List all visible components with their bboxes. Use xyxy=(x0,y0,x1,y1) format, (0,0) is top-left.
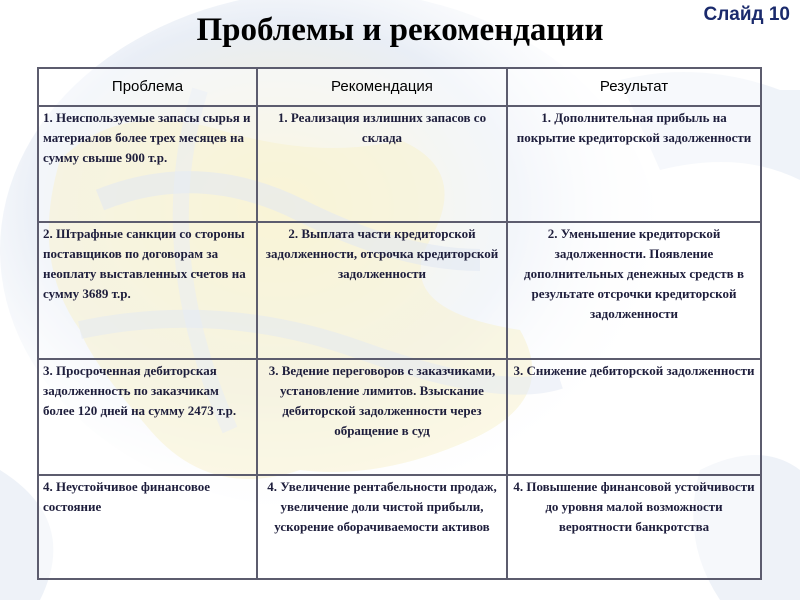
recommendation-cell xyxy=(257,359,507,475)
recommendation-cell xyxy=(257,106,507,222)
cell-text: 2. Штрафные санкции со стороны поставщиков по договорам за неоплату выставленных счетов на сумму 3689 т.р. xyxy=(43,226,246,301)
header-problem: Проблема xyxy=(38,68,257,106)
cell-text: 1. Реализация излишних запасов со склада xyxy=(277,110,487,145)
slide-title: Проблемы и рекомендации xyxy=(196,12,604,48)
problems-table xyxy=(37,67,762,580)
slide-number: Слайд 10 xyxy=(703,4,790,25)
table-row xyxy=(38,475,761,579)
result-cell xyxy=(507,222,761,359)
problem-cell xyxy=(38,106,257,222)
cell-text: 3. Ведение переговоров с заказчиками, установление лимитов. Взыскание дебиторской задолженности через обращение в суд xyxy=(268,363,496,438)
header-recommendation: Рекомендация xyxy=(257,68,507,106)
result-cell xyxy=(507,475,761,579)
header-result: Результат xyxy=(507,68,761,106)
cell-text: 2. Уменьшение кредиторской задолженности. Появление дополнительных денежных средств в результате отсрочки кредиторской задолженности xyxy=(524,226,744,321)
cell-text: 4. Неустойчивое финансовое состояние xyxy=(43,479,211,514)
cell-text: 3. Снижение дебиторской задолженности xyxy=(513,363,755,378)
cell-text: 2. Выплата части кредиторской задолженности, отсрочка кредиторской задолженности xyxy=(265,226,499,281)
recommendation-cell xyxy=(257,475,507,579)
result-cell xyxy=(507,359,761,475)
cell-text: 3. Просроченная дебиторская задолженность по заказчикам более 120 дней на сумму 2473 т.р. xyxy=(43,363,237,418)
table-row xyxy=(38,222,761,359)
cell-text: 4. Повышение финансовой устойчивости до уровня малой возможности вероятности банкротства xyxy=(513,479,755,534)
recommendation-cell xyxy=(257,222,507,359)
problem-cell xyxy=(38,359,257,475)
table-header-row xyxy=(38,68,761,106)
cell-text: 1. Дополнительная прибыль на покрытие кредиторской задолженности xyxy=(516,110,752,145)
table-row xyxy=(38,106,761,222)
cell-text: 4. Увеличение рентабельности продаж, увеличение доли чистой прибыли, ускорение оборачиваемости активов xyxy=(267,479,497,534)
problem-cell xyxy=(38,475,257,579)
table-row xyxy=(38,359,761,475)
problem-cell xyxy=(38,222,257,359)
cell-text: 1. Неиспользуемые запасы сырья и материалов более трех месяцев на сумму свыше 900 т.р. xyxy=(43,110,251,165)
result-cell xyxy=(507,106,761,222)
